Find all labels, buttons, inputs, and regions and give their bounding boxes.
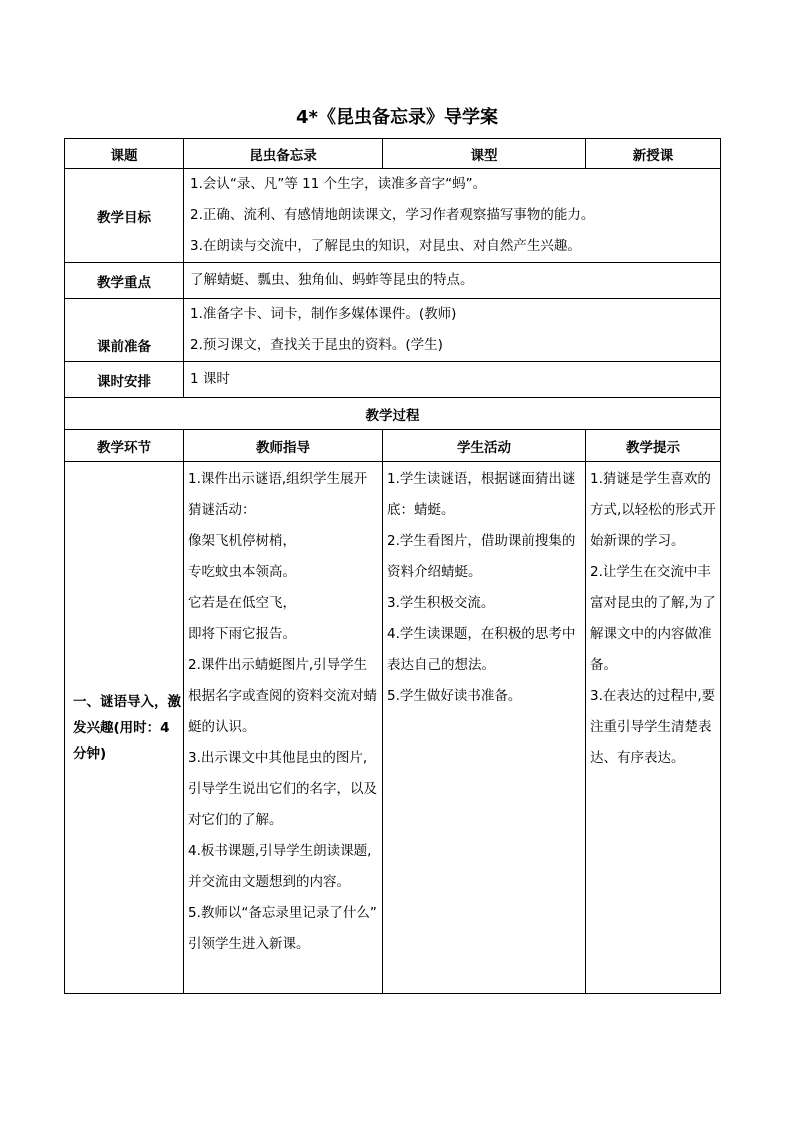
header-row (65, 139, 721, 169)
riddle-line: 专吃蚊虫本领高。 (188, 564, 296, 580)
prep-item: 1.准备字卡、词卡，制作多媒体课件。(教师) (190, 306, 457, 322)
tip-item: 3.在表达的过程中,要注重引导学生清楚表达、有序表达。 (590, 688, 716, 766)
stage1-label: 一、谜语导入，激发兴趣(用时：4 分钟) (65, 462, 184, 994)
teacher-step: 4.板书课题,引导学生朗读课题,并交流由文题想到的内容。 (188, 843, 372, 890)
tip-item: 2.让学生在交流中丰富对昆虫的了解,为了解课文中的内容做准备。 (590, 564, 716, 673)
tip-item: 1.猜谜是学生喜欢的方式,以轻松的形式开始新课的学习。 (590, 471, 716, 549)
goal-item: 2.正确、流利、有感情地朗读课文，学习作者观察描写事物的能力。 (190, 207, 595, 223)
teacher-step: 1.课件出示谜语,组织学生展开猜谜活动： (188, 471, 368, 518)
goals-label: 教学目标 (65, 169, 184, 263)
col-stage-header: 教学环节 (65, 430, 184, 462)
teacher-step: 5.教师以“备忘录里记录了什么” 引领学生进入新课。 (188, 905, 377, 952)
process-title-row (65, 398, 721, 430)
prep-label: 课前准备 (65, 299, 184, 362)
prep-item: 2.预习课文，查找关于昆虫的资料。(学生) (190, 337, 443, 353)
teacher-step: 2.课件出示蜻蜓图片,引导学生 根据名字或查阅的资料交流对蜻蜓的认识。 (188, 657, 377, 735)
stage1-tips (586, 462, 721, 994)
focus-label: 教学重点 (65, 263, 184, 299)
goal-item: 3.在朗读与交流中，了解昆虫的知识，对昆虫、对自然产生兴趣。 (190, 238, 581, 254)
document-title: 4*《昆虫备忘录》导学案 (296, 107, 498, 128)
col-teacher-header: 教师指导 (184, 430, 383, 462)
prep-content (184, 299, 721, 362)
stage1-teacher (184, 462, 383, 994)
hours-label: 课时安排 (65, 362, 184, 398)
process-header-row (65, 430, 721, 462)
focus-content: 了解蜻蜓、瓢虫、独角仙、蚂蚱等昆虫的特点。 (184, 263, 721, 299)
hours-row (65, 362, 721, 398)
hours-content: 1 课时 (184, 362, 721, 398)
goals-row (65, 169, 721, 263)
type-value: 新授课 (586, 139, 721, 169)
stage1-student (383, 462, 586, 994)
prep-row (65, 299, 721, 362)
student-step: 3.学生积极交流。 (387, 595, 495, 611)
riddle-line: 像架飞机停树梢， (188, 533, 296, 549)
focus-row (65, 263, 721, 299)
student-step: 5.学生做好读书准备。 (387, 688, 522, 704)
col-student-header: 学生活动 (383, 430, 586, 462)
riddle-line: 它若是在低空飞， (188, 595, 296, 611)
student-step: 4.学生读课题，在积极的思考中表达自己的想法。 (387, 626, 576, 673)
student-step: 2.学生看图片，借助课前搜集的资料介绍蜻蜓。 (387, 533, 576, 580)
lesson-plan-table (64, 138, 721, 994)
student-step: 1.学生读谜语，根据谜面猜出谜底：蜻蜓。 (387, 471, 576, 518)
goal-item: 1.会认“录、凡”等 11 个生字，读准多音字“蚂”。 (190, 176, 487, 192)
topic-value: 昆虫备忘录 (184, 139, 383, 169)
col-tips-header: 教学提示 (586, 430, 721, 462)
process-title: 教学过程 (65, 398, 721, 430)
stage1-row (65, 462, 721, 994)
type-label: 课型 (383, 139, 586, 169)
topic-label: 课题 (65, 139, 184, 169)
teacher-step: 3.出示课文中其他昆虫的图片,引导学生说出它们的名字，以及对它们的了解。 (188, 750, 377, 828)
riddle-line: 即将下雨它报告。 (188, 626, 296, 642)
goals-content (184, 169, 721, 263)
